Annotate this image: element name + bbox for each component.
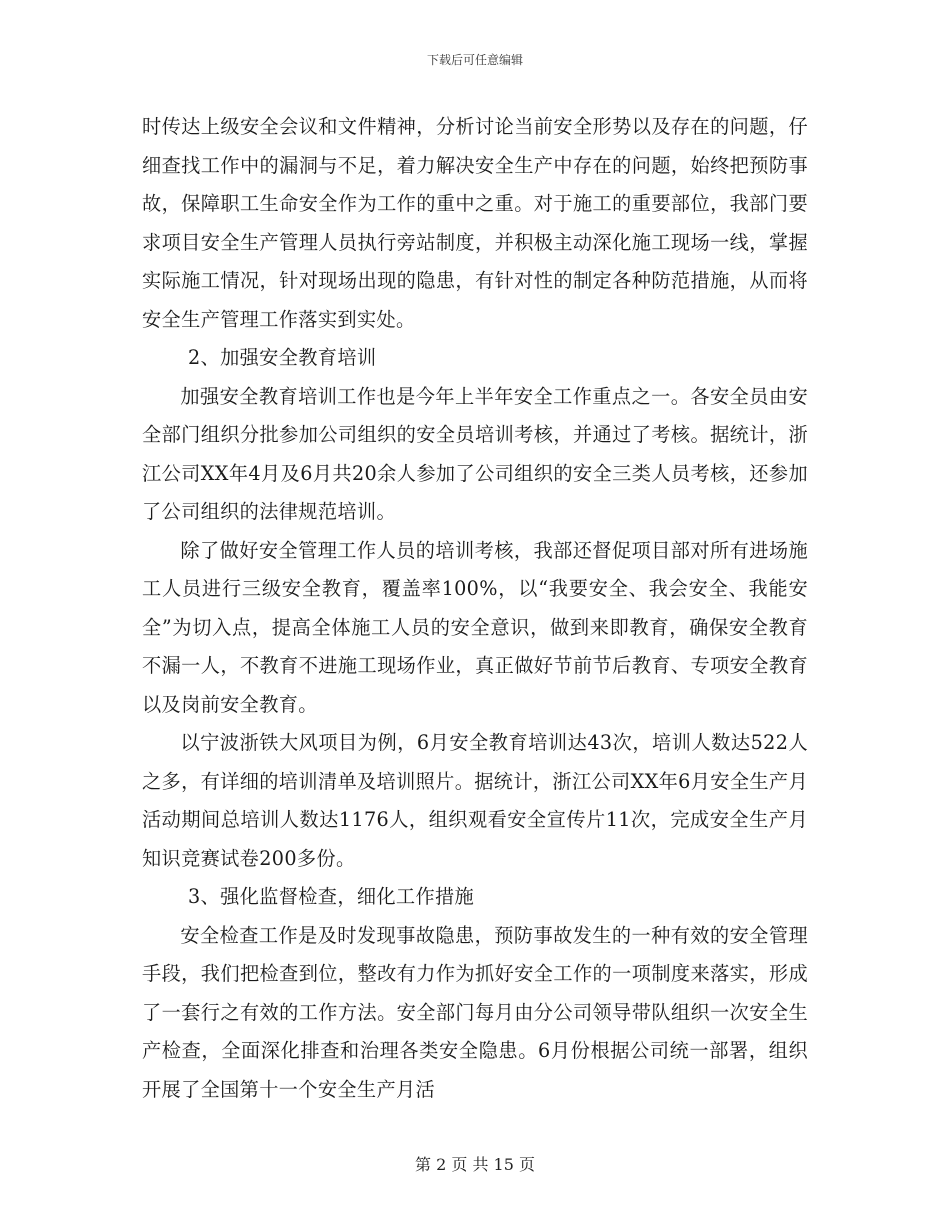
paragraph-inspection: 安全检查工作是及时发现事故隐患，预防事故发生的一种有效的安全管理手段，我们把检查到位，整改有力作为抓好安全工作的一项制度来落实，形成了一套行之有效的工作方法。安全部门每月由分公司领导带队组织一次安全生产检查，全面深化排查和治理各类安全隐患。6月份根据公司统一部署，组织开展了全国第十一个安全生产月活 <box>142 923 808 1101</box>
page-header: 下载后可任意编辑 <box>426 53 523 67</box>
section-heading-inspection: 3、强化监督检查，细化工作措施 <box>188 885 475 908</box>
document-body <box>142 108 808 1109</box>
page-number-footer: 第 2 页 共 15 页 <box>415 1155 535 1174</box>
paragraph-three-level-education: 除了做好安全管理工作人员的培训考核，我部还督促项目部对所有进场施工人员进行三级安全教育，覆盖率100%，以“我要安全、我会安全、我能安全”为切入点，提高全体施工人员的安全意识，做到来即教育，确保安全教育不漏一人，不教育不进施工现场作业，真正做好节前节后教育、专项安全教育以及岗前安全教育。 <box>142 538 808 716</box>
section-heading-education: 2、加强安全教育培训 <box>188 346 377 369</box>
paragraph-training-intro: 加强安全教育培训工作也是今年上半年安全工作重点之一。各安全员由安全部门组织分批参加公司组织的安全员培训考核，并通过了考核。据统计，浙江公司XX年4月及6月共20余人参加了公司组织的安全三类人员考核，还参加了公司组织的法律规范培训。 <box>142 384 808 523</box>
paragraph-continuation: 时传达上级安全会议和文件精神，分析讨论当前安全形势以及存在的问题，仔细查找工作中的漏洞与不足，着力解决安全生产中存在的问题，始终把预防事故，保障职工生命安全作为工作的重中之重。对于施工的重要部位，我部门要求项目安全生产管理人员执行旁站制度，并积极主动深化施工现场一线，掌握实际施工情况，针对现场出现的隐患，有针对性的制定各种防范措施，从而将安全生产管理工作落实到实处。 <box>142 115 808 331</box>
paragraph-ningbo-example: 以宁波浙铁大风项目为例，6月安全教育培训达43次，培训人数达522人之多，有详细的培训清单及培训照片。据统计，浙江公司XX年6月安全生产月活动期间总培训人数达1176人，组织观看安全宣传片11次，完成安全生产月知识竞赛试卷200多份。 <box>142 731 808 870</box>
